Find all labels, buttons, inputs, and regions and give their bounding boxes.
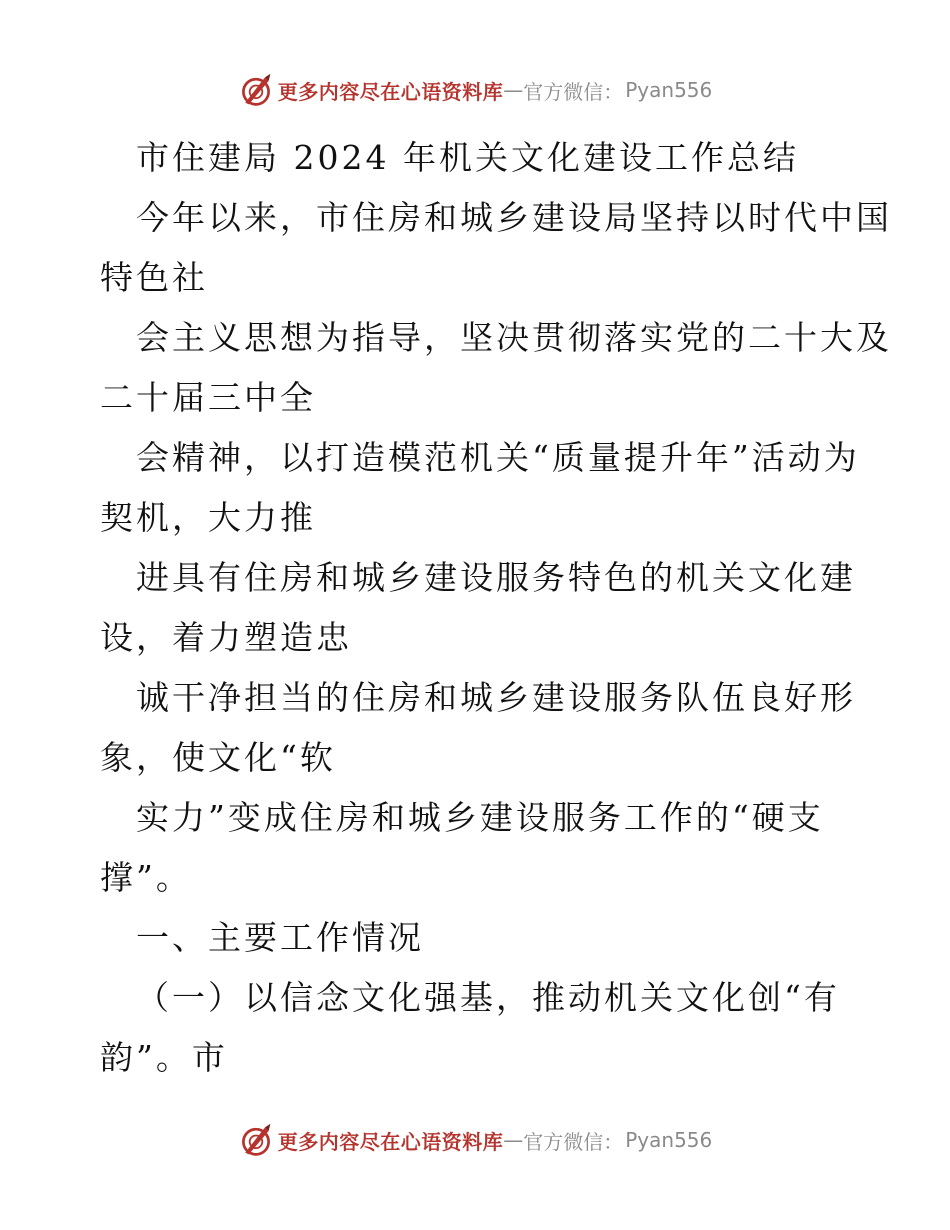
body-line: 今年以来，市住房和城乡建设局坚持以时代中国 [136, 198, 892, 237]
body-line: 设，着力塑造忠 [100, 618, 352, 657]
body-line: 会精神，以打造模范机关“质量提升年”活动为 [136, 438, 860, 477]
banner-site-text: 更多内容尽在心语资料库 [277, 1129, 504, 1154]
body-line: 撑”。 [100, 858, 192, 897]
watermark-banner-bottom [0, 1122, 950, 1158]
body-line: 韵”。市 [100, 1038, 228, 1077]
body-line: 会主义思想为指导，坚决贯彻落实党的二十大及 [136, 318, 892, 357]
quill-pen-logo-icon [238, 72, 274, 108]
banner-dash: — [503, 1128, 524, 1152]
banner-site-text: 更多内容尽在心语资料库 [277, 79, 504, 104]
body-line: 实力”变成住房和城乡建设服务工作的“硬支 [136, 798, 824, 837]
body-line: 特色社 [100, 258, 208, 297]
body-line: 二十届三中全 [100, 378, 316, 417]
body-line: 契机，大力推 [100, 498, 316, 537]
watermark-banner-top [0, 72, 950, 108]
banner-dash: — [503, 78, 524, 102]
body-line: 象，使文化“软 [100, 738, 336, 777]
banner-wechat-label: 官方微信： [523, 1129, 624, 1154]
banner-wechat-id: Pyan556 [625, 1128, 713, 1152]
document-body [100, 128, 892, 1088]
section-heading: 一、主要工作情况 [136, 918, 424, 957]
body-line: 诚干净担当的住房和城乡建设服务队伍良好形 [136, 678, 856, 717]
subsection-heading: （一）以信念文化强基，推动机关文化创“有 [136, 978, 840, 1017]
banner-wechat-label: 官方微信： [523, 79, 624, 104]
document-title: 市住建局 2024 年机关文化建设工作总结 [136, 138, 799, 177]
banner-wechat-id: Pyan556 [625, 78, 713, 102]
quill-pen-logo-icon [238, 1122, 274, 1158]
body-line: 进具有住房和城乡建设服务特色的机关文化建 [136, 558, 856, 597]
